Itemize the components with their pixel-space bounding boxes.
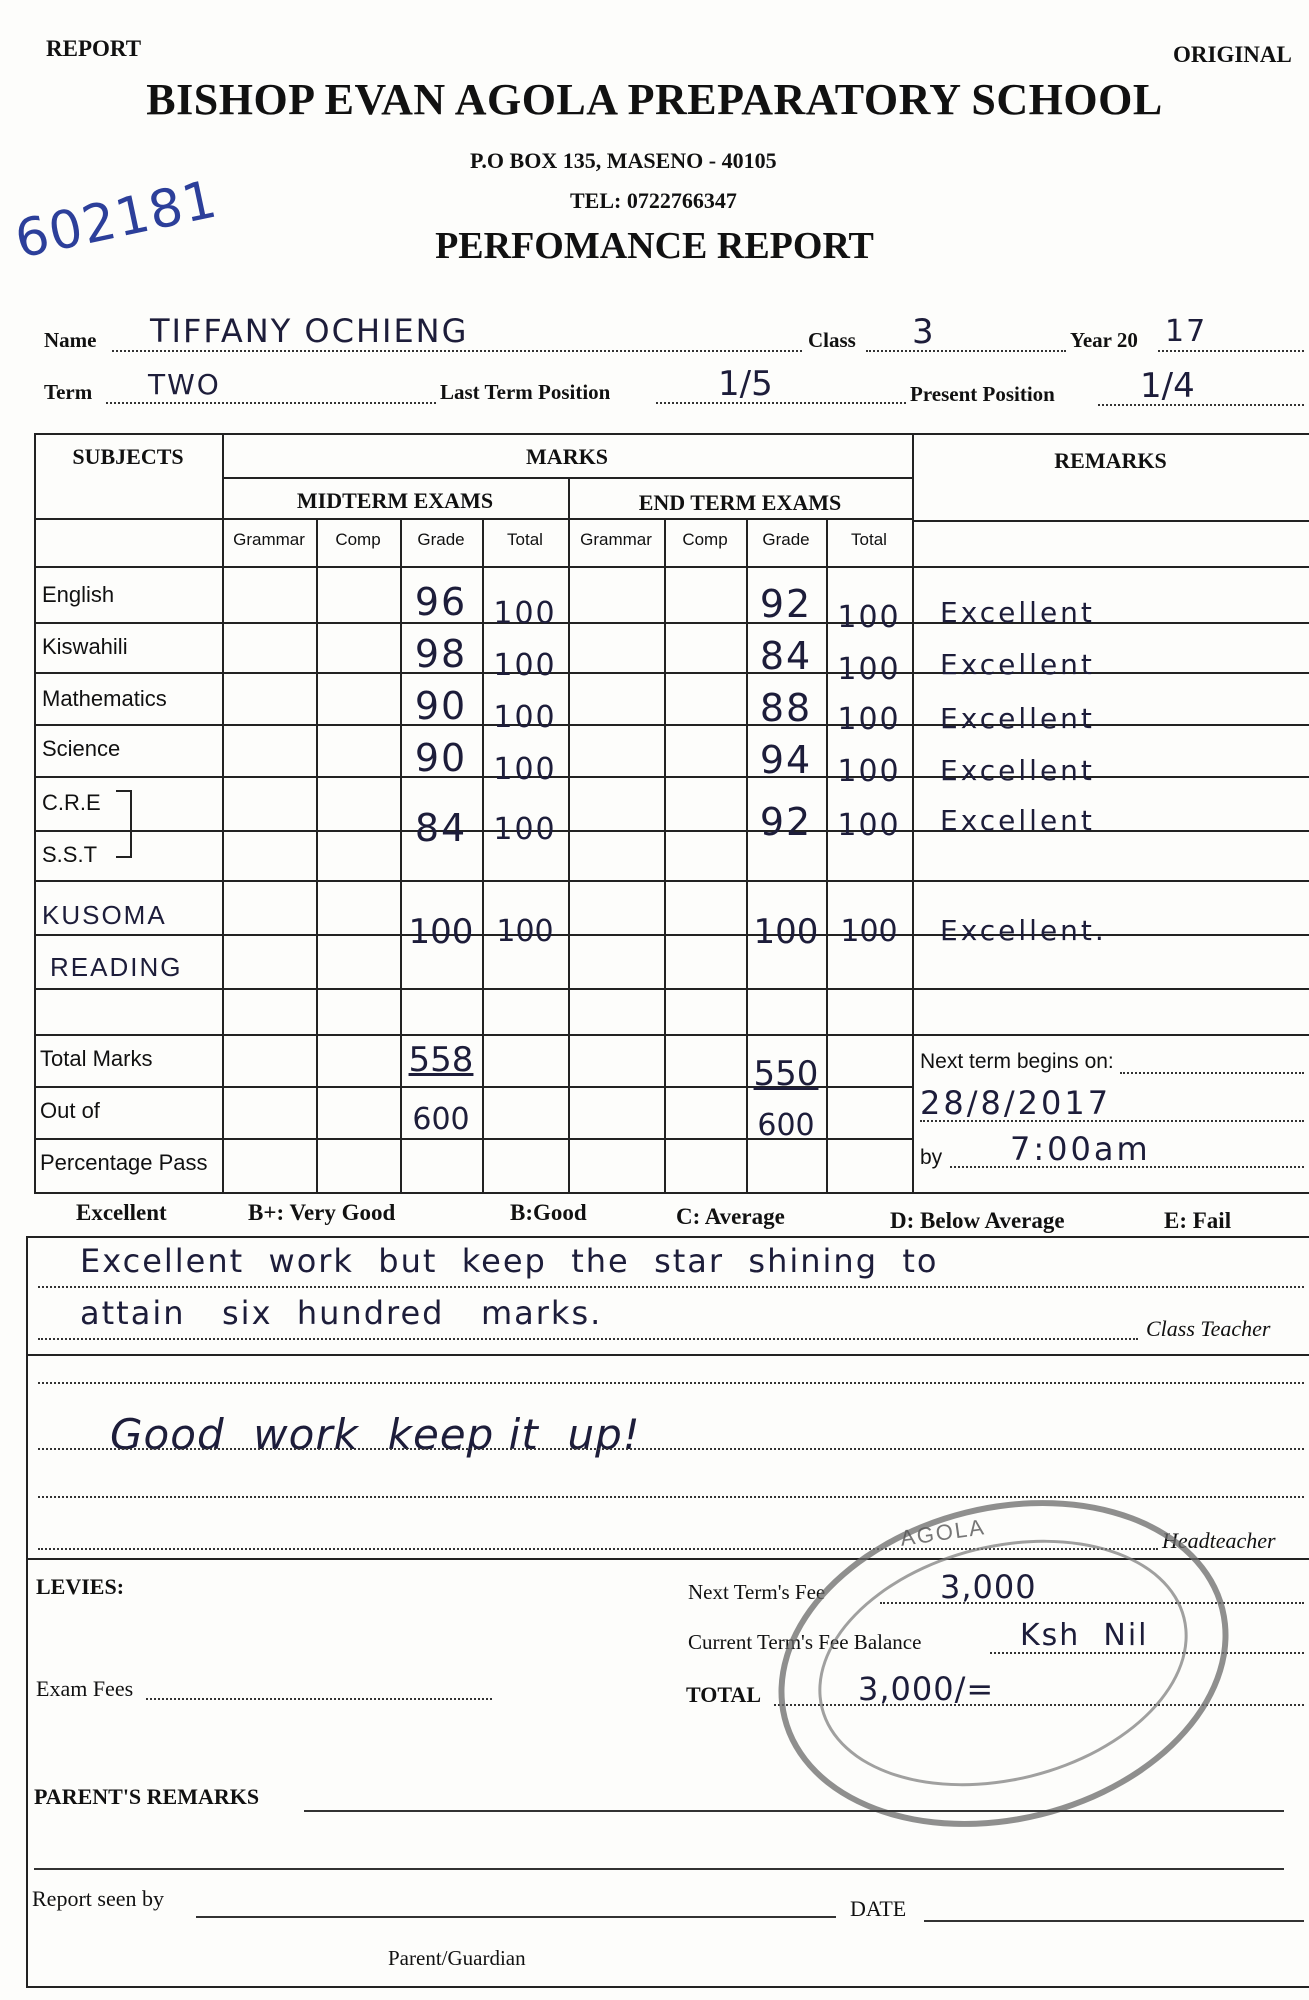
next-term-dotted-line bbox=[1120, 1072, 1304, 1074]
col-mid-comp: Comp bbox=[335, 530, 381, 549]
parent-guardian-label: Parent/Guardian bbox=[388, 1946, 526, 1970]
next-term-label: Next term begins on: bbox=[920, 1050, 1114, 1073]
report-seen-by-line bbox=[196, 1916, 836, 1918]
english-mid-grade: 96 bbox=[414, 580, 468, 624]
kiswahili-mid-total: 100 bbox=[493, 648, 557, 683]
grade-key-fail: E: Fail bbox=[1164, 1208, 1232, 1233]
subject-kiswahili: Kiswahili bbox=[42, 634, 128, 659]
next-term-fee-value: 3,000 bbox=[940, 1568, 1037, 1606]
margin-number: 602181 bbox=[9, 169, 223, 271]
report-title: PERFOMANCE REPORT bbox=[435, 225, 874, 267]
headteacher-label: Headteacher bbox=[1162, 1528, 1276, 1553]
grade-key-very-good: B+: Very Good bbox=[248, 1200, 396, 1225]
subject-science: Science bbox=[42, 736, 121, 761]
english-mid-total: 100 bbox=[493, 596, 557, 631]
comments-top-border bbox=[26, 1236, 1309, 1238]
term-label: Term bbox=[44, 380, 93, 404]
subject-cre: C.R.E bbox=[42, 790, 101, 815]
class-dotted-line bbox=[866, 350, 1066, 352]
mathematics-remark: Excellent bbox=[940, 702, 1095, 735]
class-teacher-line-1 bbox=[38, 1286, 1304, 1288]
parents-remarks-label: PARENT'S REMARKS bbox=[34, 1784, 260, 1809]
fee-balance-value: Ksh Nil bbox=[1020, 1618, 1149, 1653]
next-term-fee-label: Next Term's Fee bbox=[688, 1580, 826, 1604]
class-value: 3 bbox=[912, 312, 936, 352]
by-time: 7:00am bbox=[1010, 1130, 1151, 1168]
total-fee-label: TOTAL bbox=[686, 1682, 761, 1707]
kiswahili-mid-grade: 98 bbox=[414, 632, 468, 676]
mid-out-of: 600 bbox=[412, 1102, 470, 1137]
exam-fees-line bbox=[146, 1698, 492, 1700]
percentage-pass-label: Percentage Pass bbox=[40, 1150, 208, 1175]
mathematics-mid-total: 100 bbox=[493, 700, 557, 735]
col-end-grammar: Grammar bbox=[580, 530, 652, 549]
col-mid-grade: Grade bbox=[417, 530, 465, 549]
present-position-value: 1/4 bbox=[1140, 366, 1195, 406]
head-line-2 bbox=[38, 1448, 1304, 1450]
levies-label: LEVIES: bbox=[36, 1574, 125, 1599]
cre-sst-bracket bbox=[116, 790, 132, 858]
subject-mathematics: Mathematics bbox=[42, 686, 167, 711]
subjects-header: SUBJECTS bbox=[72, 444, 184, 469]
year-value: 17 bbox=[1165, 314, 1208, 349]
english-remark: Excellent bbox=[940, 596, 1095, 629]
name-dotted-line bbox=[112, 350, 802, 352]
class-teacher-comment-2: attain six hundred marks. bbox=[80, 1294, 603, 1332]
kusoma-end-grade: 100 bbox=[753, 912, 819, 952]
stamp-text: AGOLA bbox=[898, 1514, 988, 1551]
cre-remark: Excellent bbox=[940, 804, 1095, 837]
mathematics-end-grade: 88 bbox=[759, 686, 813, 730]
original-label: ORIGINAL bbox=[1173, 42, 1292, 67]
mid-total-marks: 558 bbox=[408, 1040, 474, 1080]
kusoma-mid-total: 100 bbox=[496, 914, 554, 949]
mathematics-mid-grade: 90 bbox=[414, 684, 468, 728]
science-mid-total: 100 bbox=[493, 752, 557, 787]
by-label: by bbox=[920, 1146, 943, 1169]
science-mid-grade: 90 bbox=[414, 736, 468, 780]
total-marks-label: Total Marks bbox=[40, 1046, 153, 1071]
last-position-value: 1/5 bbox=[718, 364, 773, 404]
term-value: TWO bbox=[148, 368, 221, 401]
english-end-grade: 92 bbox=[759, 582, 813, 626]
col-end-grade: Grade bbox=[762, 530, 810, 549]
col-end-total: Total bbox=[851, 530, 887, 549]
kusoma-end-total: 100 bbox=[840, 914, 898, 949]
school-address: P.O BOX 135, MASENO - 40105 bbox=[470, 148, 777, 173]
kusoma-mid-grade: 100 bbox=[408, 912, 474, 952]
subject-english: English bbox=[42, 582, 115, 607]
name-label: Name bbox=[44, 328, 97, 352]
headteacher-comment: Good work keep it up! bbox=[110, 1410, 641, 1459]
subject-kusoma: KUSOMA bbox=[42, 900, 167, 930]
date-line bbox=[924, 1920, 1304, 1922]
end-out-of: 600 bbox=[757, 1108, 815, 1143]
cre-end-grade: 92 bbox=[759, 800, 813, 844]
present-position-dotted-line bbox=[1098, 404, 1304, 406]
kusoma-remark: Excellent. bbox=[940, 914, 1107, 947]
endterm-header: END TERM EXAMS bbox=[638, 490, 842, 515]
science-end-grade: 94 bbox=[759, 738, 813, 782]
comments-left-border bbox=[26, 1236, 28, 1988]
parents-remarks-line bbox=[304, 1810, 1284, 1812]
class-teacher-line-2 bbox=[38, 1338, 1138, 1340]
parents-remarks-line-2 bbox=[34, 1868, 1284, 1870]
date-label: DATE bbox=[850, 1896, 907, 1921]
cre-mid-grade: 84 bbox=[414, 806, 468, 850]
marks-header: MARKS bbox=[526, 444, 608, 469]
class-teacher-divider bbox=[26, 1354, 1309, 1356]
last-position-label: Last Term Position bbox=[440, 380, 611, 404]
grade-key-good: B:Good bbox=[510, 1200, 587, 1225]
grade-key-below-average: D: Below Average bbox=[890, 1208, 1065, 1233]
col-mid-total: Total bbox=[507, 530, 543, 549]
science-end-total: 100 bbox=[837, 754, 901, 789]
exam-fees-label: Exam Fees bbox=[36, 1676, 134, 1701]
page-bottom-border bbox=[26, 1986, 1309, 1988]
fee-balance-label: Current Term's Fee Balance bbox=[688, 1630, 922, 1654]
col-mid-grammar: Grammar bbox=[233, 530, 305, 549]
english-end-total: 100 bbox=[837, 600, 901, 635]
kiswahili-remark: Excellent bbox=[940, 648, 1095, 681]
mathematics-end-total: 100 bbox=[837, 702, 901, 737]
cre-mid-total: 100 bbox=[493, 812, 557, 847]
term-dotted-line bbox=[106, 402, 436, 404]
science-remark: Excellent bbox=[940, 754, 1095, 787]
next-term-date: 28/8/2017 bbox=[920, 1084, 1112, 1122]
col-end-comp: Comp bbox=[682, 530, 728, 549]
end-total-marks: 550 bbox=[753, 1054, 819, 1094]
grade-key-average: C: Average bbox=[676, 1204, 785, 1229]
school-name: BISHOP EVAN AGOLA PREPARATORY SCHOOL bbox=[146, 75, 1163, 124]
present-position-label: Present Position bbox=[910, 382, 1055, 406]
cre-end-total: 100 bbox=[837, 808, 901, 843]
student-name: TIFFANY OCHIENG bbox=[150, 312, 469, 350]
out-of-label: Out of bbox=[40, 1098, 100, 1123]
report-label: REPORT bbox=[46, 36, 142, 61]
total-fee-value: 3,000/= bbox=[858, 1670, 995, 1708]
school-tel: TEL: 0722766347 bbox=[570, 188, 737, 213]
class-label: Class bbox=[808, 328, 856, 352]
last-position-dotted-line bbox=[656, 402, 906, 404]
report-seen-by-label: Report seen by bbox=[32, 1886, 164, 1911]
year-label: Year 20 bbox=[1070, 328, 1138, 352]
subject-reading: READING bbox=[50, 952, 183, 982]
subject-sst: S.S.T bbox=[42, 842, 98, 867]
class-teacher-comment-1: Excellent work but keep the star shining to bbox=[80, 1242, 939, 1280]
head-line-1 bbox=[38, 1382, 1304, 1384]
class-teacher-label: Class Teacher bbox=[1146, 1316, 1271, 1341]
midterm-header: MIDTERM EXAMS bbox=[296, 488, 494, 513]
remarks-header: REMARKS bbox=[1054, 448, 1167, 473]
year-dotted-line bbox=[1158, 350, 1304, 352]
grade-key-excellent: Excellent bbox=[76, 1200, 167, 1225]
kiswahili-end-total: 100 bbox=[837, 652, 901, 687]
head-line-3 bbox=[38, 1496, 1304, 1498]
kiswahili-end-grade: 84 bbox=[759, 634, 813, 678]
